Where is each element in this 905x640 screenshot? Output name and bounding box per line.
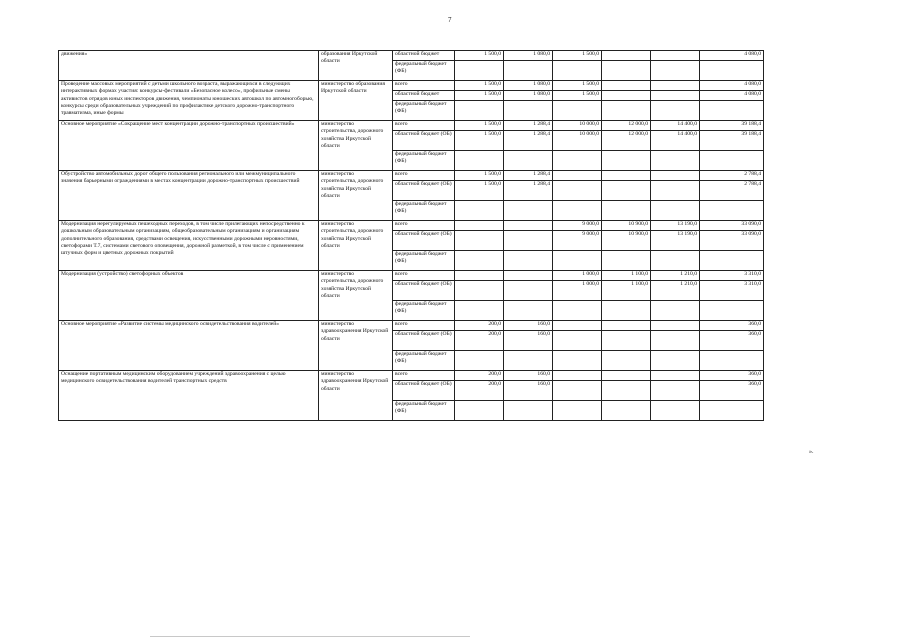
page-number: 7 [448, 16, 452, 24]
total-value-cell: 39 188,4 [700, 131, 764, 151]
year-value-cell [651, 381, 700, 401]
year-value-cell: 200,0 [455, 381, 504, 401]
total-value-cell [700, 401, 764, 421]
total-value-cell [700, 61, 764, 81]
year-value-cell [455, 221, 504, 231]
total-value-cell: 39 188,4 [700, 121, 764, 131]
year-value-cell [504, 281, 553, 301]
year-value-cell [602, 381, 651, 401]
year-value-cell [651, 81, 700, 91]
year-value-cell [553, 351, 602, 371]
year-value-cell: 1 000,0 [553, 281, 602, 301]
year-value-cell: 10 900,0 [602, 221, 651, 231]
funding-source-cell: всего [393, 81, 455, 91]
year-value-cell: 9 000,0 [553, 231, 602, 251]
table-row [59, 371, 764, 381]
year-value-cell [455, 301, 504, 321]
year-value-cell [455, 101, 504, 121]
funding-source-cell: федеральный бюджет (ФБ) [393, 251, 455, 271]
year-value-cell [602, 201, 651, 221]
year-value-cell: 10 000,0 [553, 121, 602, 131]
table-row [59, 81, 764, 91]
year-value-cell: 10 900,0 [602, 231, 651, 251]
total-value-cell [700, 251, 764, 271]
funding-source-cell: всего [393, 321, 455, 331]
year-value-cell [602, 51, 651, 61]
year-value-cell [553, 371, 602, 381]
year-value-cell [553, 381, 602, 401]
funding-source-cell: областной бюджет (ОБ) [393, 281, 455, 301]
year-value-cell [651, 201, 700, 221]
year-value-cell: 1 100,0 [602, 271, 651, 281]
year-value-cell [651, 171, 700, 181]
scan-artifact-line [150, 636, 470, 637]
year-value-cell: 1 500,0 [455, 131, 504, 151]
year-value-cell: 1 100,0 [602, 281, 651, 301]
responsible-executor-cell: министерство строительства, дорожного хозяйства Иркутской области [319, 171, 393, 221]
year-value-cell [553, 181, 602, 201]
funding-source-cell: всего [393, 271, 455, 281]
year-value-cell [504, 301, 553, 321]
year-value-cell: 12 000,0 [602, 121, 651, 131]
year-value-cell: 160,0 [504, 371, 553, 381]
year-value-cell: 1 080,0 [504, 81, 553, 91]
year-value-cell [651, 91, 700, 101]
responsible-executor-cell: министерство образования Иркутской области [319, 81, 393, 121]
total-value-cell: 360,0 [700, 371, 764, 381]
total-value-cell: 360,0 [700, 381, 764, 401]
funding-source-cell: областной бюджет (ОБ) [393, 181, 455, 201]
year-value-cell: 9 000,0 [553, 221, 602, 231]
funding-source-cell: всего [393, 221, 455, 231]
year-value-cell [651, 301, 700, 321]
year-value-cell: 1 500,0 [553, 51, 602, 61]
year-value-cell [504, 201, 553, 221]
year-value-cell [455, 271, 504, 281]
year-value-cell [504, 251, 553, 271]
total-value-cell: 4 080,0 [700, 91, 764, 101]
year-value-cell [553, 331, 602, 351]
total-value-cell [700, 101, 764, 121]
year-value-cell: 1 500,0 [455, 91, 504, 101]
total-value-cell: 2 788,4 [700, 171, 764, 181]
total-value-cell: 360,0 [700, 321, 764, 331]
year-value-cell [602, 371, 651, 381]
year-value-cell [651, 351, 700, 371]
total-value-cell [700, 301, 764, 321]
activity-name-cell: Обустройство автомобильных дорог общего пользования регионального или межмуниципального значения барьерными ограждениями в местах концентрации дорожно-транспортных происшествий [59, 171, 319, 221]
total-value-cell: 33 090,0 [700, 221, 764, 231]
total-value-cell: 2 788,4 [700, 181, 764, 201]
funding-source-cell: областной бюджет (ОБ) [393, 381, 455, 401]
responsible-executor-cell: министерство строительства, дорожного хозяйства Иркутской области [319, 271, 393, 321]
year-value-cell: 1 500,0 [455, 121, 504, 131]
funding-source-cell: федеральный бюджет (ФБ) [393, 61, 455, 81]
responsible-executor-cell: министерство строительства, дорожного хозяйства Иркутской области [319, 121, 393, 171]
year-value-cell: 1 288,4 [504, 171, 553, 181]
year-value-cell [553, 321, 602, 331]
year-value-cell: 1 500,0 [455, 171, 504, 181]
year-value-cell [602, 321, 651, 331]
year-value-cell [553, 101, 602, 121]
year-value-cell: 1 500,0 [455, 81, 504, 91]
activity-name-cell: Модернизация (устройство) светофорных объектов [59, 271, 319, 321]
responsible-executor-cell: министерство здравоохранения Иркутской области [319, 321, 393, 371]
total-value-cell [700, 351, 764, 371]
year-value-cell [553, 61, 602, 81]
table-row [59, 51, 764, 61]
year-value-cell [651, 51, 700, 61]
year-value-cell [651, 331, 700, 351]
year-value-cell [602, 301, 651, 321]
year-value-cell: 1 000,0 [553, 271, 602, 281]
year-value-cell [602, 181, 651, 201]
year-value-cell: 1 500,0 [553, 91, 602, 101]
year-value-cell [651, 401, 700, 421]
activity-name-cell: Основное мероприятие «Сокращение мест концентрации дорожно-транспортных происшествий» [59, 121, 319, 171]
funding-table [58, 50, 764, 421]
year-value-cell [455, 201, 504, 221]
funding-source-cell: областной бюджет (ОБ) [393, 131, 455, 151]
funding-source-cell: федеральный бюджет (ФБ) [393, 301, 455, 321]
year-value-cell [504, 61, 553, 81]
year-value-cell [602, 61, 651, 81]
year-value-cell: 10 000,0 [553, 131, 602, 151]
year-value-cell [455, 151, 504, 171]
total-value-cell: 360,0 [700, 331, 764, 351]
total-value-cell [700, 201, 764, 221]
closing-quote-mark: ». [809, 449, 814, 455]
year-value-cell: 200,0 [455, 371, 504, 381]
year-value-cell: 14 400,0 [651, 131, 700, 151]
year-value-cell [553, 251, 602, 271]
table-row [59, 221, 764, 231]
year-value-cell [553, 201, 602, 221]
funding-source-cell: федеральный бюджет (ФБ) [393, 201, 455, 221]
year-value-cell [602, 101, 651, 121]
year-value-cell: 1 288,4 [504, 181, 553, 201]
responsible-executor-cell: министерство здравоохранения Иркутской области [319, 371, 393, 421]
year-value-cell: 14 400,0 [651, 121, 700, 131]
year-value-cell [553, 171, 602, 181]
year-value-cell [455, 231, 504, 251]
year-value-cell: 160,0 [504, 321, 553, 331]
funding-source-cell: всего [393, 171, 455, 181]
total-value-cell [700, 151, 764, 171]
year-value-cell [455, 281, 504, 301]
table-row [59, 171, 764, 181]
funding-source-cell: областной бюджет [393, 91, 455, 101]
year-value-cell [455, 251, 504, 271]
total-value-cell: 4 080,0 [700, 81, 764, 91]
year-value-cell [504, 271, 553, 281]
activity-name-cell: Основное мероприятие «Развитие системы медицинского освидетельствования водителей» [59, 321, 319, 371]
year-value-cell: 1 210,0 [651, 281, 700, 301]
year-value-cell [602, 401, 651, 421]
activity-name-cell: Оснащение портативным медицинским оборудованием учреждений здравоохранения с целью медицинского освидетельствования водителей транспортных средств [59, 371, 319, 421]
year-value-cell: 1 288,4 [504, 121, 553, 131]
responsible-executor-cell: образования Иркутской области [319, 51, 393, 81]
year-value-cell [553, 301, 602, 321]
total-value-cell: 4 080,0 [700, 51, 764, 61]
funding-source-cell: федеральный бюджет (ФБ) [393, 101, 455, 121]
year-value-cell: 160,0 [504, 381, 553, 401]
year-value-cell: 1 080,0 [504, 51, 553, 61]
year-value-cell: 13 190,0 [651, 221, 700, 231]
year-value-cell [651, 101, 700, 121]
year-value-cell [504, 151, 553, 171]
funding-source-cell: всего [393, 121, 455, 131]
year-value-cell [602, 151, 651, 171]
table-row [59, 321, 764, 331]
year-value-cell: 200,0 [455, 331, 504, 351]
table-row [59, 271, 764, 281]
funding-source-cell: областной бюджет [393, 51, 455, 61]
year-value-cell [602, 251, 651, 271]
year-value-cell: 200,0 [455, 321, 504, 331]
activity-name-cell: Проведение массовых мероприятий с детьми школьного возраста, выражающихся в следующих интерактивных формах участия: конкурсы-фестивали «Безопасное колесо», профильные смены активистов отрядов юных инспекторов движения, чемпионаты юношеских автошкол по автомногоборью, конкурсы среди образовательных учреждений по профилактике детского дорожно-транспортного травматизма, иные формы [59, 81, 319, 121]
year-value-cell [651, 151, 700, 171]
year-value-cell [455, 401, 504, 421]
year-value-cell [504, 231, 553, 251]
year-value-cell: 1 210,0 [651, 271, 700, 281]
year-value-cell [553, 151, 602, 171]
responsible-executor-cell: министерство строительства, дорожного хозяйства Иркутской области [319, 221, 393, 271]
funding-source-cell: федеральный бюджет (ФБ) [393, 351, 455, 371]
funding-source-cell: федеральный бюджет (ФБ) [393, 151, 455, 171]
year-value-cell [455, 351, 504, 371]
year-value-cell [602, 91, 651, 101]
year-value-cell [602, 351, 651, 371]
funding-source-cell: федеральный бюджет (ФБ) [393, 401, 455, 421]
year-value-cell: 12 000,0 [602, 131, 651, 151]
total-value-cell: 3 310,0 [700, 281, 764, 301]
year-value-cell [504, 221, 553, 231]
year-value-cell [455, 61, 504, 81]
total-value-cell: 33 090,0 [700, 231, 764, 251]
year-value-cell [651, 61, 700, 81]
activity-name-cell: движения» [59, 51, 319, 81]
year-value-cell: 1 500,0 [455, 181, 504, 201]
year-value-cell [651, 321, 700, 331]
year-value-cell [602, 331, 651, 351]
year-value-cell [651, 251, 700, 271]
year-value-cell [651, 371, 700, 381]
funding-source-cell: областной бюджет (ОБ) [393, 231, 455, 251]
year-value-cell [504, 101, 553, 121]
year-value-cell: 1 288,4 [504, 131, 553, 151]
year-value-cell: 13 190,0 [651, 231, 700, 251]
total-value-cell: 3 310,0 [700, 271, 764, 281]
year-value-cell [504, 351, 553, 371]
table-row [59, 121, 764, 131]
year-value-cell: 1 500,0 [553, 81, 602, 91]
year-value-cell: 1 500,0 [455, 51, 504, 61]
year-value-cell [504, 401, 553, 421]
year-value-cell: 1 080,0 [504, 91, 553, 101]
year-value-cell [602, 171, 651, 181]
year-value-cell [602, 81, 651, 91]
funding-source-cell: областной бюджет (ОБ) [393, 331, 455, 351]
year-value-cell [553, 401, 602, 421]
year-value-cell [651, 181, 700, 201]
funding-source-cell: всего [393, 371, 455, 381]
activity-name-cell: Модернизация нерегулируемых пешеходных переходов, в том числе прилегающих непосредственно к дошкольным образовательным организациям, общеобразовательным организациям и организациям дополнительного образования, средствами освещения, искусственными дорожными неровностями, светофорами Т.7, системами светового оповещения, дорожной разметкой, в том числе с применением штучных форм и цветных дорожных покрытий [59, 221, 319, 271]
year-value-cell: 160,0 [504, 331, 553, 351]
